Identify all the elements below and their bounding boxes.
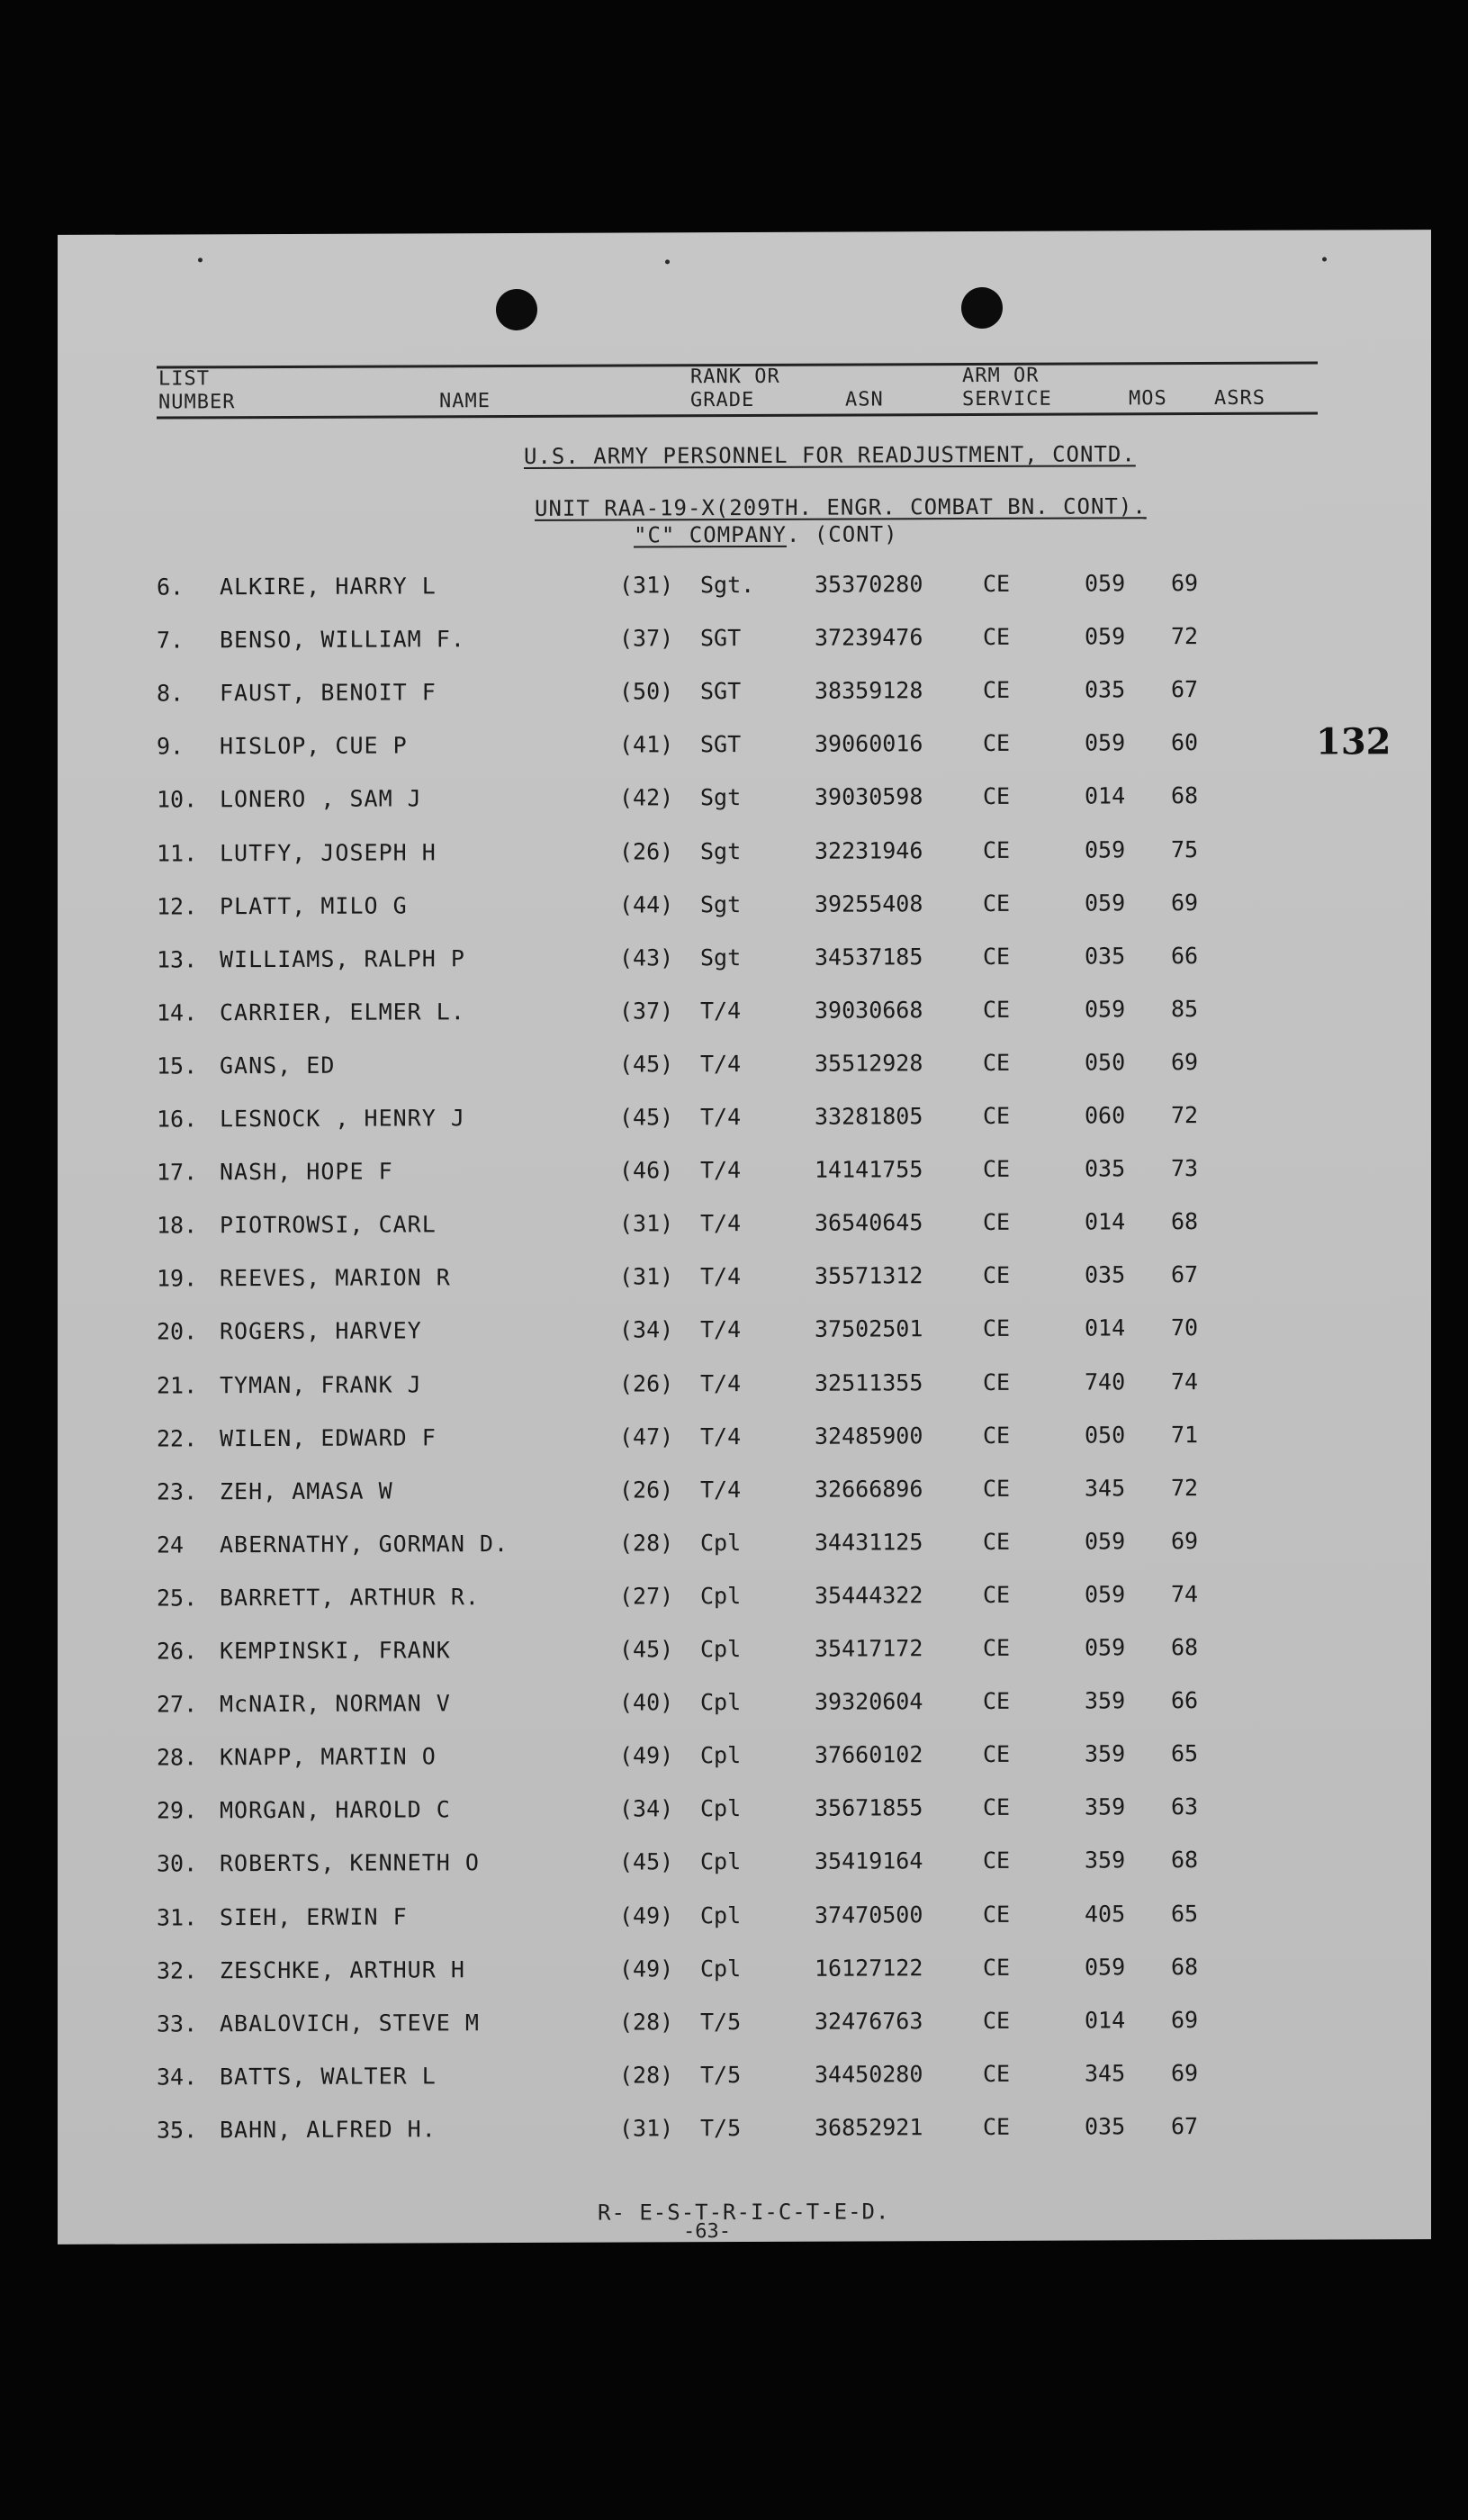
cell-asn: 36540645 bbox=[815, 1209, 923, 1236]
cell-asrs: 67 bbox=[1171, 2112, 1199, 2140]
cell-arm-service: CE bbox=[983, 783, 1011, 810]
cell-mos: 059 bbox=[1085, 623, 1126, 650]
cell-rank: T/5 bbox=[700, 2008, 742, 2035]
cell-rank: T/4 bbox=[700, 997, 742, 1024]
cell-list-number: 18. bbox=[157, 1212, 198, 1239]
cell-asn: 35444322 bbox=[815, 1582, 923, 1609]
cell-list-number: 9. bbox=[157, 733, 185, 760]
table-row bbox=[58, 884, 1431, 926]
cell-asn: 16127122 bbox=[815, 1954, 923, 1982]
cell-age: (31) bbox=[619, 2115, 674, 2142]
cell-list-number: 16. bbox=[157, 1106, 198, 1133]
cell-arm-service: CE bbox=[983, 623, 1011, 651]
cell-arm-service: CE bbox=[983, 2060, 1011, 2087]
table-row bbox=[58, 724, 1431, 765]
cell-rank: T/4 bbox=[700, 1316, 742, 1343]
cell-list-number: 31. bbox=[157, 1903, 198, 1931]
cell-age: (42) bbox=[619, 784, 674, 811]
cell-list-number: 12. bbox=[157, 892, 198, 920]
cell-asrs: 68 bbox=[1171, 1634, 1199, 1661]
cell-name: HISLOP, CUE P bbox=[220, 732, 408, 760]
cell-mos: 359 bbox=[1085, 1687, 1126, 1714]
cell-age: (31) bbox=[619, 572, 674, 599]
cell-asrs: 68 bbox=[1171, 1847, 1199, 1874]
cell-name: ZEH, AMASA W bbox=[220, 1477, 393, 1504]
table-row bbox=[58, 1788, 1431, 1829]
cell-list-number: 32. bbox=[157, 1956, 198, 1984]
cell-asn: 34537185 bbox=[815, 943, 923, 971]
cell-asrs: 66 bbox=[1171, 942, 1199, 969]
cell-list-number: 26. bbox=[157, 1638, 198, 1665]
cell-asn: 35417172 bbox=[815, 1635, 923, 1662]
cell-list-number: 11. bbox=[157, 839, 198, 867]
cell-arm-service: CE bbox=[983, 1954, 1011, 1981]
cell-arm-service: CE bbox=[983, 1581, 1011, 1608]
cell-name: NASH, HOPE F bbox=[220, 1158, 393, 1186]
cell-asn: 37660102 bbox=[815, 1741, 923, 1768]
cell-mos: 035 bbox=[1085, 1261, 1126, 1288]
header-asn: ASN bbox=[845, 388, 884, 411]
cell-asrs: 68 bbox=[1171, 1953, 1199, 1980]
header-asrs: ASRS bbox=[1214, 386, 1265, 410]
table-row bbox=[58, 1948, 1431, 1990]
cell-list-number: 29. bbox=[157, 1797, 198, 1824]
table-row bbox=[58, 1363, 1431, 1405]
cell-rank: T/4 bbox=[700, 1050, 742, 1078]
cell-asn: 32511355 bbox=[815, 1368, 923, 1396]
cell-list-number: 35. bbox=[157, 2117, 198, 2144]
cell-asn: 32476763 bbox=[815, 2007, 923, 2035]
cell-asrs: 70 bbox=[1171, 1314, 1199, 1341]
cell-rank: Cpl bbox=[700, 1848, 742, 1875]
cell-mos: 740 bbox=[1085, 1368, 1126, 1395]
cell-mos: 345 bbox=[1085, 2060, 1126, 2087]
speck bbox=[1322, 257, 1327, 262]
table-row bbox=[58, 2108, 1431, 2149]
cell-asrs: 63 bbox=[1171, 1793, 1199, 1820]
cell-age: (26) bbox=[619, 1476, 674, 1504]
cell-mos: 014 bbox=[1085, 2007, 1126, 2034]
cell-name: KNAPP, MARTIN O bbox=[220, 1743, 437, 1771]
cell-arm-service: CE bbox=[983, 1634, 1011, 1661]
cell-list-number: 13. bbox=[157, 946, 198, 973]
cell-asn: 39320604 bbox=[815, 1688, 923, 1715]
table-row bbox=[58, 1416, 1431, 1458]
cell-mos: 059 bbox=[1085, 996, 1126, 1023]
cell-list-number: 24 bbox=[157, 1531, 185, 1558]
cell-arm-service: CE bbox=[983, 1368, 1011, 1395]
cell-mos: 059 bbox=[1085, 1634, 1126, 1661]
speck bbox=[198, 257, 203, 262]
cell-rank: T/4 bbox=[700, 1476, 742, 1503]
cell-age: (37) bbox=[619, 625, 674, 652]
table-row bbox=[58, 2001, 1431, 2043]
page-number: -63- bbox=[683, 2220, 731, 2244]
cell-age: (45) bbox=[619, 1848, 674, 1875]
cell-mos: 359 bbox=[1085, 1793, 1126, 1820]
cell-arm-service: CE bbox=[983, 2113, 1011, 2140]
table-row bbox=[58, 1150, 1431, 1191]
cell-arm-service: CE bbox=[983, 836, 1011, 863]
cell-asrs: 67 bbox=[1171, 676, 1199, 703]
cell-asrs: 72 bbox=[1171, 1474, 1199, 1501]
cell-mos: 345 bbox=[1085, 1475, 1126, 1502]
cell-age: (46) bbox=[619, 1157, 674, 1184]
cell-name: ALKIRE, HARRY L bbox=[220, 573, 437, 601]
cell-asn: 14141755 bbox=[815, 1156, 923, 1183]
cell-rank: Cpl bbox=[700, 1689, 742, 1716]
cell-rank: Cpl bbox=[700, 1582, 742, 1610]
table-row bbox=[58, 937, 1431, 979]
cell-asn: 35419164 bbox=[815, 1847, 923, 1875]
table-row bbox=[58, 1576, 1431, 1617]
header-rank-line2: GRADE bbox=[690, 388, 755, 412]
cell-rank: Sgt bbox=[700, 837, 742, 864]
cell-asrs: 65 bbox=[1171, 1740, 1199, 1767]
table-row bbox=[58, 1043, 1431, 1085]
cell-list-number: 28. bbox=[157, 1744, 198, 1771]
cell-asn: 35512928 bbox=[815, 1050, 923, 1077]
cell-asrs: 71 bbox=[1171, 1421, 1199, 1448]
table-row bbox=[58, 1841, 1431, 1883]
cell-asn: 39030598 bbox=[815, 783, 923, 811]
cell-arm-service: CE bbox=[983, 730, 1011, 757]
cell-name: McNAIR, NORMAN V bbox=[220, 1690, 451, 1718]
cell-age: (27) bbox=[619, 1583, 674, 1610]
cell-asn: 39255408 bbox=[815, 890, 923, 917]
cell-list-number: 6. bbox=[157, 574, 185, 601]
cell-name: MORGAN, HAROLD C bbox=[220, 1796, 451, 1824]
cell-list-number: 19. bbox=[157, 1265, 198, 1292]
table-row bbox=[58, 1682, 1431, 1723]
cell-list-number: 34. bbox=[157, 2064, 198, 2091]
cell-name: BENSO, WILLIAM F. bbox=[220, 626, 465, 654]
table-row bbox=[58, 990, 1431, 1032]
title-unit: UNIT RAA-19-X(209TH. ENGR. COMBAT BN. CONT). bbox=[535, 493, 1147, 521]
header-mos: MOS bbox=[1129, 387, 1167, 411]
cell-asn: 37502501 bbox=[815, 1315, 923, 1343]
cell-mos: 035 bbox=[1085, 943, 1126, 970]
cell-arm-service: CE bbox=[983, 1262, 1011, 1289]
cell-asn: 37239476 bbox=[815, 624, 923, 651]
cell-age: (44) bbox=[619, 890, 674, 918]
cell-age: (47) bbox=[619, 1423, 674, 1450]
cell-list-number: 7. bbox=[157, 627, 185, 654]
cell-age: (26) bbox=[619, 837, 674, 865]
cell-list-number: 8. bbox=[157, 680, 185, 707]
cell-name: BARRETT, ARTHUR R. bbox=[220, 1584, 480, 1612]
table-row bbox=[58, 831, 1431, 872]
cell-rank: Cpl bbox=[700, 1742, 742, 1769]
cell-asn: 32666896 bbox=[815, 1475, 923, 1503]
cell-age: (31) bbox=[619, 1263, 674, 1290]
table-row bbox=[58, 1309, 1431, 1350]
cell-age: (45) bbox=[619, 1636, 674, 1663]
cell-arm-service: CE bbox=[983, 1901, 1011, 1928]
cell-rank: Sgt bbox=[700, 944, 742, 971]
cell-mos: 359 bbox=[1085, 1740, 1126, 1767]
cell-asrs: 68 bbox=[1171, 782, 1199, 809]
table-row bbox=[58, 1735, 1431, 1776]
cell-age: (49) bbox=[619, 1901, 674, 1929]
cell-name: SIEH, ERWIN F bbox=[220, 1902, 408, 1930]
cell-list-number: 27. bbox=[157, 1691, 198, 1718]
header-rule-bottom bbox=[157, 412, 1318, 420]
cell-arm-service: CE bbox=[983, 1794, 1011, 1821]
header-arm-line2: SERVICE bbox=[962, 387, 1052, 411]
cell-name: WILEN, EDWARD F bbox=[220, 1423, 437, 1451]
cell-mos: 059 bbox=[1085, 1581, 1126, 1608]
cell-name: TYMAN, FRANK J bbox=[220, 1370, 422, 1398]
cell-mos: 359 bbox=[1085, 1847, 1126, 1874]
cell-mos: 059 bbox=[1085, 889, 1126, 917]
cell-asrs: 69 bbox=[1171, 570, 1199, 597]
cell-age: (28) bbox=[619, 1530, 674, 1557]
table-row bbox=[58, 2055, 1431, 2096]
table-row bbox=[58, 1522, 1431, 1564]
cell-list-number: 20. bbox=[157, 1318, 198, 1345]
cell-asrs: 69 bbox=[1171, 1048, 1199, 1076]
cell-list-number: 21. bbox=[157, 1371, 198, 1399]
cell-asrs: 85 bbox=[1171, 995, 1199, 1022]
cell-list-number: 30. bbox=[157, 1850, 198, 1877]
cell-asn: 35671855 bbox=[815, 1794, 923, 1821]
cell-asrs: 69 bbox=[1171, 2059, 1199, 2086]
cell-mos: 405 bbox=[1085, 1900, 1126, 1928]
cell-age: (43) bbox=[619, 944, 674, 971]
cell-list-number: 15. bbox=[157, 1052, 198, 1079]
cell-name: LUTFY, JOSEPH H bbox=[220, 838, 437, 866]
cell-arm-service: CE bbox=[983, 890, 1011, 917]
cell-asrs: 66 bbox=[1171, 1687, 1199, 1714]
cell-list-number: 23. bbox=[157, 1478, 198, 1505]
header-list-line2: NUMBER bbox=[158, 391, 236, 414]
cell-asrs: 72 bbox=[1171, 1102, 1199, 1129]
cell-name: GANS, ED bbox=[220, 1052, 336, 1079]
cell-asrs: 67 bbox=[1171, 1261, 1199, 1288]
cell-age: (49) bbox=[619, 1955, 674, 1983]
cell-arm-service: CE bbox=[983, 943, 1011, 970]
cell-age: (26) bbox=[619, 1369, 674, 1397]
cell-name: LESNOCK , HENRY J bbox=[220, 1105, 465, 1133]
header-arm-service bbox=[962, 365, 1052, 411]
cell-age: (45) bbox=[619, 1104, 674, 1131]
cell-age: (37) bbox=[619, 998, 674, 1025]
cell-arm-service: CE bbox=[983, 1847, 1011, 1874]
cell-name: CARRIER, ELMER L. bbox=[220, 998, 465, 1026]
cell-age: (50) bbox=[619, 678, 674, 705]
title-personnel: U.S. ARMY PERSONNEL FOR READJUSTMENT, CONTD. bbox=[524, 441, 1136, 469]
cell-arm-service: CE bbox=[983, 1687, 1011, 1715]
header-rank-line1: RANK OR bbox=[690, 365, 780, 389]
cell-list-number: 22. bbox=[157, 1424, 198, 1452]
cell-list-number: 17. bbox=[157, 1159, 198, 1186]
cell-rank: T/5 bbox=[700, 2114, 742, 2142]
document-sheet bbox=[58, 230, 1431, 2245]
cell-age: (34) bbox=[619, 1795, 674, 1822]
header-list-line1: LIST bbox=[158, 367, 210, 391]
cell-rank: T/4 bbox=[700, 1157, 742, 1184]
cell-rank: T/4 bbox=[700, 1423, 742, 1450]
page-stamp-number: 132 bbox=[1316, 720, 1391, 763]
cell-rank: T/4 bbox=[700, 1263, 742, 1290]
cell-arm-service: CE bbox=[983, 1475, 1011, 1502]
cell-rank: Cpl bbox=[700, 1901, 742, 1928]
cell-asn: 32231946 bbox=[815, 836, 923, 864]
cell-arm-service: CE bbox=[983, 1315, 1011, 1342]
cell-mos: 050 bbox=[1085, 1049, 1126, 1076]
cell-name: BATTS, WALTER L bbox=[220, 2063, 437, 2091]
cell-list-number: 25. bbox=[157, 1585, 198, 1612]
table-row bbox=[58, 1469, 1431, 1511]
cell-age: (31) bbox=[619, 1210, 674, 1237]
cell-mos: 059 bbox=[1085, 1953, 1126, 1981]
cell-name: ABALOVICH, STEVE M bbox=[220, 2009, 480, 2037]
table-row bbox=[58, 1256, 1431, 1297]
cell-list-number: 14. bbox=[157, 999, 198, 1026]
cell-mos: 050 bbox=[1085, 1421, 1126, 1449]
cell-asn: 33281805 bbox=[815, 1103, 923, 1130]
cell-asn: 35571312 bbox=[815, 1262, 923, 1289]
cell-asrs: 68 bbox=[1171, 1208, 1199, 1235]
table-row bbox=[58, 618, 1431, 659]
cell-rank: T/4 bbox=[700, 1369, 742, 1396]
title-company-name: "C" COMPANY bbox=[634, 521, 787, 548]
cell-name: WILLIAMS, RALPH P bbox=[220, 944, 465, 972]
cell-asrs: 65 bbox=[1171, 1900, 1199, 1927]
cell-mos: 014 bbox=[1085, 1208, 1126, 1235]
cell-rank: Cpl bbox=[700, 1795, 742, 1822]
cell-arm-service: CE bbox=[983, 570, 1011, 597]
cell-name: REEVES, MARION R bbox=[220, 1264, 451, 1292]
cell-asrs: 73 bbox=[1171, 1155, 1199, 1182]
cell-name: KEMPINSKI, FRANK bbox=[220, 1637, 451, 1665]
cell-name: ZESCHKE, ARTHUR H bbox=[220, 1955, 465, 1983]
cell-arm-service: CE bbox=[983, 1741, 1011, 1768]
header-list-number bbox=[158, 367, 235, 414]
cell-rank: Sgt. bbox=[700, 571, 755, 599]
cell-name: PLATT, MILO G bbox=[220, 892, 408, 919]
cell-age: (34) bbox=[619, 1316, 674, 1343]
table-row bbox=[58, 1629, 1431, 1670]
cell-rank: Sgt bbox=[700, 890, 742, 917]
cell-arm-service: CE bbox=[983, 677, 1011, 704]
cell-mos: 059 bbox=[1085, 1528, 1126, 1555]
cell-rank: SGT bbox=[700, 731, 742, 758]
cell-arm-service: CE bbox=[983, 1528, 1011, 1555]
cell-age: (41) bbox=[619, 731, 674, 758]
cell-asrs: 75 bbox=[1171, 835, 1199, 863]
cell-name: ABERNATHY, GORMAN D. bbox=[220, 1530, 509, 1558]
cell-rank: SGT bbox=[700, 678, 742, 705]
cell-mos: 035 bbox=[1085, 2113, 1126, 2140]
cell-rank: Sgt bbox=[700, 784, 742, 811]
cell-age: (28) bbox=[619, 2008, 674, 2036]
header-rank-grade bbox=[690, 366, 780, 412]
cell-mos: 059 bbox=[1085, 835, 1126, 863]
header-arm-line1: ARM OR bbox=[962, 364, 1040, 388]
cell-age: (45) bbox=[619, 1051, 674, 1078]
cell-age: (28) bbox=[619, 2062, 674, 2089]
title-company bbox=[634, 521, 898, 547]
cell-list-number: 33. bbox=[157, 2010, 198, 2037]
cell-asrs: 69 bbox=[1171, 1527, 1199, 1554]
cell-name: ROGERS, HARVEY bbox=[220, 1317, 422, 1345]
cell-asn: 37470500 bbox=[815, 1901, 923, 1928]
cell-name: BAHN, ALFRED H. bbox=[220, 2116, 437, 2144]
speck bbox=[665, 259, 670, 264]
table-row bbox=[58, 777, 1431, 818]
table-row bbox=[58, 1203, 1431, 1244]
cell-asrs: 74 bbox=[1171, 1368, 1199, 1395]
cell-name: ROBERTS, KENNETH O bbox=[220, 1849, 480, 1877]
binder-hole-left bbox=[496, 289, 537, 330]
table-row bbox=[58, 671, 1431, 712]
cell-age: (49) bbox=[619, 1742, 674, 1769]
cell-asn: 39030668 bbox=[815, 997, 923, 1024]
table-row bbox=[58, 1895, 1431, 1937]
cell-asn: 36852921 bbox=[815, 2114, 923, 2141]
cell-arm-service: CE bbox=[983, 996, 1011, 1023]
table-row bbox=[58, 565, 1431, 606]
cell-rank: SGT bbox=[700, 625, 742, 652]
cell-name: LONERO , SAM J bbox=[220, 785, 422, 813]
cell-rank: Cpl bbox=[700, 1955, 742, 1982]
cell-arm-service: CE bbox=[983, 1049, 1011, 1076]
cell-mos: 059 bbox=[1085, 570, 1126, 597]
cell-mos: 059 bbox=[1085, 729, 1126, 756]
cell-list-number: 10. bbox=[157, 786, 198, 813]
cell-arm-service: CE bbox=[983, 1209, 1011, 1236]
cell-asrs: 74 bbox=[1171, 1580, 1199, 1608]
cell-rank: T/4 bbox=[700, 1104, 742, 1131]
table-row bbox=[58, 1097, 1431, 1138]
cell-mos: 060 bbox=[1085, 1102, 1126, 1129]
cell-rank: T/5 bbox=[700, 2061, 742, 2088]
restricted-marking: R- E-S-T-R-I-C-T-E-D. bbox=[598, 2199, 890, 2226]
cell-age: (40) bbox=[619, 1689, 674, 1716]
cell-arm-service: CE bbox=[983, 1155, 1011, 1183]
title-company-cont: . (CONT) bbox=[786, 521, 898, 547]
cell-arm-service: CE bbox=[983, 1422, 1011, 1449]
cell-name: PIOTROWSI, CARL bbox=[220, 1211, 437, 1239]
cell-arm-service: CE bbox=[983, 1102, 1011, 1129]
cell-rank: T/4 bbox=[700, 1210, 742, 1237]
cell-asn: 38359128 bbox=[815, 677, 923, 704]
cell-asn: 34431125 bbox=[815, 1529, 923, 1556]
cell-asn: 32485900 bbox=[815, 1422, 923, 1450]
header-name: NAME bbox=[439, 390, 491, 413]
cell-asn: 35370280 bbox=[815, 571, 923, 598]
cell-asn: 39060016 bbox=[815, 730, 923, 757]
cell-rank: Cpl bbox=[700, 1636, 742, 1663]
cell-asrs: 60 bbox=[1171, 729, 1199, 756]
cell-asn: 34450280 bbox=[815, 2061, 923, 2088]
cell-mos: 014 bbox=[1085, 782, 1126, 809]
cell-arm-service: CE bbox=[983, 2007, 1011, 2034]
cell-asrs: 69 bbox=[1171, 889, 1199, 916]
cell-rank: Cpl bbox=[700, 1529, 742, 1556]
cell-mos: 035 bbox=[1085, 1155, 1126, 1182]
binder-hole-right bbox=[961, 287, 1003, 329]
cell-mos: 014 bbox=[1085, 1314, 1126, 1341]
cell-asrs: 72 bbox=[1171, 623, 1199, 650]
cell-name: FAUST, BENOIT F bbox=[220, 679, 437, 707]
cell-mos: 035 bbox=[1085, 676, 1126, 703]
cell-asrs: 69 bbox=[1171, 2006, 1199, 2033]
